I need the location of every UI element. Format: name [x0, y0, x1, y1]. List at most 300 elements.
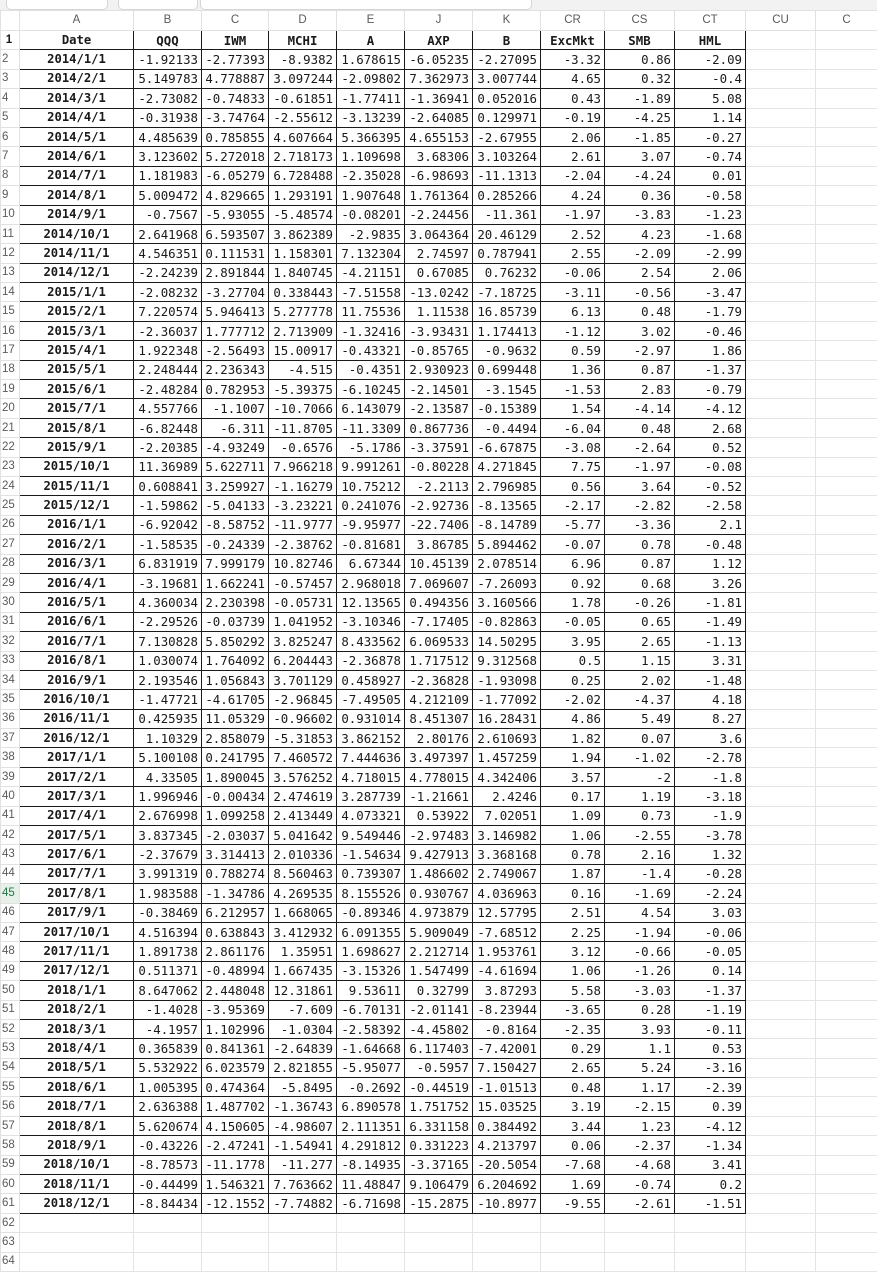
- empty-cell[interactable]: [541, 1252, 605, 1271]
- value-cell[interactable]: 1.174413: [473, 321, 541, 340]
- value-cell[interactable]: 2.74597: [405, 244, 473, 263]
- value-cell[interactable]: 2.193546: [134, 670, 202, 689]
- empty-cell[interactable]: [816, 31, 877, 50]
- date-cell[interactable]: 2016/2/1: [20, 535, 134, 554]
- value-cell[interactable]: -1.69: [605, 884, 675, 903]
- value-cell[interactable]: 5.08: [675, 89, 746, 108]
- empty-cell[interactable]: [746, 806, 816, 825]
- date-cell[interactable]: 2015/1/1: [20, 283, 134, 302]
- value-cell[interactable]: -1.47721: [134, 690, 202, 709]
- row-number[interactable]: 8: [1, 166, 20, 185]
- value-cell[interactable]: 7.763662: [269, 1175, 337, 1194]
- value-cell[interactable]: 0.43: [541, 89, 605, 108]
- value-cell[interactable]: 3.412932: [269, 922, 337, 941]
- value-cell[interactable]: -1.16279: [269, 476, 337, 495]
- value-cell[interactable]: -0.82863: [473, 612, 541, 631]
- empty-cell[interactable]: [746, 1097, 816, 1116]
- value-cell[interactable]: 1.54: [541, 399, 605, 418]
- value-cell[interactable]: -6.05235: [405, 50, 473, 69]
- value-cell[interactable]: -0.11: [675, 1019, 746, 1038]
- value-cell[interactable]: -1.89: [605, 89, 675, 108]
- row-number[interactable]: 25: [1, 496, 20, 515]
- row-number[interactable]: 15: [1, 302, 20, 321]
- empty-cell[interactable]: [816, 961, 877, 980]
- value-cell[interactable]: 0.511371: [134, 961, 202, 980]
- row-number[interactable]: 61: [1, 1194, 20, 1213]
- value-cell[interactable]: -12.1552: [202, 1194, 269, 1213]
- date-cell[interactable]: 2014/1/1: [20, 50, 134, 69]
- value-cell[interactable]: 4.24: [541, 186, 605, 205]
- value-cell[interactable]: 0.930767: [405, 884, 473, 903]
- value-cell[interactable]: 2.636388: [134, 1097, 202, 1116]
- value-cell[interactable]: 1.09: [541, 806, 605, 825]
- value-cell[interactable]: 4.65: [541, 69, 605, 88]
- value-cell[interactable]: 2.821855: [269, 1058, 337, 1077]
- empty-cell[interactable]: [746, 1194, 816, 1213]
- value-cell[interactable]: -2.01141: [405, 1000, 473, 1019]
- value-cell[interactable]: -0.74833: [202, 89, 269, 108]
- value-cell[interactable]: -0.05731: [269, 593, 337, 612]
- value-cell[interactable]: 0.53: [675, 1039, 746, 1058]
- empty-cell[interactable]: [816, 922, 877, 941]
- value-cell[interactable]: -1.49: [675, 612, 746, 631]
- column-header-a[interactable]: A: [20, 11, 134, 31]
- value-cell[interactable]: 2.06: [675, 263, 746, 282]
- value-cell[interactable]: 7.966218: [269, 457, 337, 476]
- value-cell[interactable]: -1.53: [541, 380, 605, 399]
- value-cell[interactable]: 7.220574: [134, 302, 202, 321]
- date-cell[interactable]: 2015/5/1: [20, 360, 134, 379]
- value-cell[interactable]: 3.146982: [473, 826, 541, 845]
- value-cell[interactable]: 2.68: [675, 418, 746, 437]
- value-cell[interactable]: 11.75536: [337, 302, 405, 321]
- empty-cell[interactable]: [816, 69, 877, 88]
- value-cell[interactable]: 7.132304: [337, 244, 405, 263]
- empty-cell[interactable]: [816, 1116, 877, 1135]
- value-cell[interactable]: 9.53611: [337, 981, 405, 1000]
- value-cell[interactable]: 0.87: [605, 360, 675, 379]
- date-cell[interactable]: 2017/2/1: [20, 767, 134, 786]
- empty-cell[interactable]: [816, 89, 877, 108]
- value-cell[interactable]: -7.17405: [405, 612, 473, 631]
- empty-cell[interactable]: [202, 1213, 269, 1232]
- value-cell[interactable]: 15.00917: [269, 341, 337, 360]
- value-cell[interactable]: -2.04: [541, 166, 605, 185]
- empty-cell[interactable]: [816, 864, 877, 883]
- value-cell[interactable]: 0.052016: [473, 89, 541, 108]
- value-cell[interactable]: -2.67955: [473, 127, 541, 146]
- value-cell[interactable]: 3.064364: [405, 224, 473, 243]
- value-cell[interactable]: 1.667435: [269, 961, 337, 980]
- empty-cell[interactable]: [746, 457, 816, 476]
- empty-cell[interactable]: [269, 1233, 337, 1252]
- row-number[interactable]: 5: [1, 108, 20, 127]
- empty-cell[interactable]: [605, 1233, 675, 1252]
- value-cell[interactable]: -0.43226: [134, 1136, 202, 1155]
- value-cell[interactable]: 1.751752: [405, 1097, 473, 1116]
- value-cell[interactable]: 1.922348: [134, 341, 202, 360]
- value-cell[interactable]: -4.21151: [337, 263, 405, 282]
- value-cell[interactable]: 4.557766: [134, 399, 202, 418]
- row-number[interactable]: 51: [1, 1000, 20, 1019]
- value-cell[interactable]: 4.360034: [134, 593, 202, 612]
- value-cell[interactable]: -2.47241: [202, 1136, 269, 1155]
- value-cell[interactable]: 1.457259: [473, 748, 541, 767]
- empty-cell[interactable]: [816, 127, 877, 146]
- empty-cell[interactable]: [816, 806, 877, 825]
- value-cell[interactable]: 5.850292: [202, 632, 269, 651]
- value-cell[interactable]: -7.51558: [337, 283, 405, 302]
- empty-cell[interactable]: [816, 166, 877, 185]
- value-cell[interactable]: -0.24339: [202, 535, 269, 554]
- empty-cell[interactable]: [337, 1252, 405, 1271]
- value-cell[interactable]: -0.74: [675, 147, 746, 166]
- value-cell[interactable]: 1.36: [541, 360, 605, 379]
- value-cell[interactable]: -1.64668: [337, 1039, 405, 1058]
- value-cell[interactable]: 0.16: [541, 884, 605, 903]
- value-cell[interactable]: 2.51: [541, 903, 605, 922]
- empty-cell[interactable]: [746, 341, 816, 360]
- value-cell[interactable]: 4.718015: [337, 767, 405, 786]
- empty-cell[interactable]: [746, 147, 816, 166]
- empty-cell[interactable]: [816, 108, 877, 127]
- value-cell[interactable]: 2.861176: [202, 942, 269, 961]
- value-cell[interactable]: -7.74882: [269, 1194, 337, 1213]
- row-number[interactable]: 50: [1, 981, 20, 1000]
- value-cell[interactable]: 1.23: [605, 1116, 675, 1135]
- empty-cell[interactable]: [269, 1252, 337, 1271]
- value-cell[interactable]: -1.94: [605, 922, 675, 941]
- empty-cell[interactable]: [816, 942, 877, 961]
- empty-cell[interactable]: [746, 903, 816, 922]
- value-cell[interactable]: -2.13587: [405, 399, 473, 418]
- toolbar-tab[interactable]: [118, 0, 198, 10]
- value-cell[interactable]: 1.10329: [134, 729, 202, 748]
- empty-cell[interactable]: [816, 690, 877, 709]
- value-cell[interactable]: -3.78: [675, 826, 746, 845]
- value-cell[interactable]: -0.19: [541, 108, 605, 127]
- empty-cell[interactable]: [816, 496, 877, 515]
- value-cell[interactable]: 6.67344: [337, 554, 405, 573]
- value-cell[interactable]: -0.8164: [473, 1019, 541, 1038]
- date-cell[interactable]: 2017/4/1: [20, 806, 134, 825]
- value-cell[interactable]: 1.11538: [405, 302, 473, 321]
- value-cell[interactable]: 0.73: [605, 806, 675, 825]
- empty-cell[interactable]: [746, 961, 816, 980]
- value-cell[interactable]: 6.331158: [405, 1116, 473, 1135]
- value-cell[interactable]: 9.106479: [405, 1175, 473, 1194]
- value-cell[interactable]: -1.59862: [134, 496, 202, 515]
- value-cell[interactable]: -4.12: [675, 1116, 746, 1135]
- value-cell[interactable]: 4.655153: [405, 127, 473, 146]
- date-cell[interactable]: 2015/6/1: [20, 380, 134, 399]
- value-cell[interactable]: -6.82448: [134, 418, 202, 437]
- value-cell[interactable]: -6.92042: [134, 515, 202, 534]
- date-cell[interactable]: 2017/8/1: [20, 884, 134, 903]
- value-cell[interactable]: -8.58752: [202, 515, 269, 534]
- row-number[interactable]: 2: [1, 50, 20, 69]
- value-cell[interactable]: 0.53922: [405, 806, 473, 825]
- empty-cell[interactable]: [816, 1039, 877, 1058]
- value-cell[interactable]: -0.06: [541, 263, 605, 282]
- empty-cell[interactable]: [816, 1252, 877, 1271]
- value-cell[interactable]: 1.099258: [202, 806, 269, 825]
- value-cell[interactable]: -2.38762: [269, 535, 337, 554]
- value-cell[interactable]: 6.728488: [269, 166, 337, 185]
- value-cell[interactable]: -1.97: [541, 205, 605, 224]
- value-cell[interactable]: -6.70131: [337, 1000, 405, 1019]
- row-number[interactable]: 29: [1, 573, 20, 592]
- column-header-cu[interactable]: CU: [746, 11, 816, 31]
- value-cell[interactable]: 5.366395: [337, 127, 405, 146]
- value-cell[interactable]: 2.61: [541, 147, 605, 166]
- value-cell[interactable]: -2.36878: [337, 651, 405, 670]
- value-cell[interactable]: 12.13565: [337, 593, 405, 612]
- value-cell[interactable]: -3.15326: [337, 961, 405, 980]
- value-cell[interactable]: 12.57795: [473, 903, 541, 922]
- value-cell[interactable]: 2.111351: [337, 1116, 405, 1135]
- value-cell[interactable]: -5.1786: [337, 438, 405, 457]
- value-cell[interactable]: 1.717512: [405, 651, 473, 670]
- value-cell[interactable]: 10.82746: [269, 554, 337, 573]
- value-cell[interactable]: -1.54941: [269, 1136, 337, 1155]
- value-cell[interactable]: 0.14: [675, 961, 746, 980]
- column-header-ct[interactable]: CT: [675, 11, 746, 31]
- value-cell[interactable]: -0.85765: [405, 341, 473, 360]
- date-cell[interactable]: 2018/6/1: [20, 1078, 134, 1097]
- value-cell[interactable]: 4.269535: [269, 884, 337, 903]
- value-cell[interactable]: HML: [675, 31, 746, 50]
- empty-cell[interactable]: [816, 1058, 877, 1077]
- value-cell[interactable]: -8.13565: [473, 496, 541, 515]
- date-cell[interactable]: 2016/11/1: [20, 709, 134, 728]
- column-header-c[interactable]: C: [816, 11, 877, 31]
- value-cell[interactable]: 0.129971: [473, 108, 541, 127]
- value-cell[interactable]: -0.4351: [337, 360, 405, 379]
- value-cell[interactable]: 0.67085: [405, 263, 473, 282]
- date-cell[interactable]: 2016/10/1: [20, 690, 134, 709]
- empty-cell[interactable]: [816, 1213, 877, 1232]
- value-cell[interactable]: -5.48574: [269, 205, 337, 224]
- value-cell[interactable]: 6.212957: [202, 903, 269, 922]
- empty-cell[interactable]: [746, 535, 816, 554]
- value-cell[interactable]: -2.97483: [405, 826, 473, 845]
- empty-cell[interactable]: [816, 826, 877, 845]
- empty-cell[interactable]: [816, 360, 877, 379]
- value-cell[interactable]: 1.777712: [202, 321, 269, 340]
- row-number[interactable]: 44: [1, 864, 20, 883]
- value-cell[interactable]: 5.620674: [134, 1116, 202, 1135]
- value-cell[interactable]: 4.342406: [473, 767, 541, 786]
- value-cell[interactable]: 6.890578: [337, 1097, 405, 1116]
- value-cell[interactable]: 0.241076: [337, 496, 405, 515]
- value-cell[interactable]: 1.06: [541, 826, 605, 845]
- empty-cell[interactable]: [269, 1213, 337, 1232]
- value-cell[interactable]: 3.26: [675, 573, 746, 592]
- empty-cell[interactable]: [816, 380, 877, 399]
- empty-cell[interactable]: [202, 1252, 269, 1271]
- empty-cell[interactable]: [405, 1213, 473, 1232]
- value-cell[interactable]: 1.005395: [134, 1078, 202, 1097]
- value-cell[interactable]: -2.37679: [134, 845, 202, 864]
- value-cell[interactable]: -0.00434: [202, 787, 269, 806]
- row-number[interactable]: 38: [1, 748, 20, 767]
- value-cell[interactable]: -0.08201: [337, 205, 405, 224]
- empty-cell[interactable]: [405, 1252, 473, 1271]
- value-cell[interactable]: 4.607664: [269, 127, 337, 146]
- value-cell[interactable]: 0.787941: [473, 244, 541, 263]
- empty-cell[interactable]: [746, 729, 816, 748]
- row-number[interactable]: 10: [1, 205, 20, 224]
- value-cell[interactable]: 0.638843: [202, 922, 269, 941]
- value-cell[interactable]: -3.65: [541, 1000, 605, 1019]
- value-cell[interactable]: 0.494356: [405, 593, 473, 612]
- date-cell[interactable]: 2016/3/1: [20, 554, 134, 573]
- value-cell[interactable]: -3.47: [675, 283, 746, 302]
- value-cell[interactable]: 0.59: [541, 341, 605, 360]
- value-cell[interactable]: 15.03525: [473, 1097, 541, 1116]
- date-cell[interactable]: 2017/10/1: [20, 922, 134, 941]
- value-cell[interactable]: -2.27095: [473, 50, 541, 69]
- date-cell[interactable]: 2017/6/1: [20, 845, 134, 864]
- row-number[interactable]: 62: [1, 1213, 20, 1232]
- value-cell[interactable]: -2.09802: [337, 69, 405, 88]
- value-cell[interactable]: -0.03739: [202, 612, 269, 631]
- empty-cell[interactable]: [675, 1213, 746, 1232]
- value-cell[interactable]: 3.287739: [337, 787, 405, 806]
- value-cell[interactable]: -2.96845: [269, 690, 337, 709]
- value-cell[interactable]: -5.93055: [202, 205, 269, 224]
- value-cell[interactable]: -2.39: [675, 1078, 746, 1097]
- value-cell[interactable]: -7.68512: [473, 922, 541, 941]
- formula-bar[interactable]: [200, 0, 532, 10]
- value-cell[interactable]: -6.04: [541, 418, 605, 437]
- value-cell[interactable]: 2.16: [605, 845, 675, 864]
- value-cell[interactable]: 4.778887: [202, 69, 269, 88]
- value-cell[interactable]: -15.2875: [405, 1194, 473, 1213]
- value-cell[interactable]: 6.13: [541, 302, 605, 321]
- value-cell[interactable]: -5.31853: [269, 729, 337, 748]
- value-cell[interactable]: -4.93249: [202, 438, 269, 457]
- value-cell[interactable]: 1.056843: [202, 670, 269, 689]
- value-cell[interactable]: -2.35028: [337, 166, 405, 185]
- value-cell[interactable]: -0.66: [605, 942, 675, 961]
- value-cell[interactable]: -1.4: [605, 864, 675, 883]
- empty-cell[interactable]: [746, 767, 816, 786]
- row-number[interactable]: 40: [1, 787, 20, 806]
- value-cell[interactable]: 3.259927: [202, 476, 269, 495]
- value-cell[interactable]: -3.95369: [202, 1000, 269, 1019]
- empty-cell[interactable]: [816, 1194, 877, 1213]
- row-number[interactable]: 28: [1, 554, 20, 573]
- value-cell[interactable]: -2.97: [605, 341, 675, 360]
- empty-cell[interactable]: [816, 535, 877, 554]
- empty-cell[interactable]: [746, 593, 816, 612]
- empty-cell[interactable]: [816, 186, 877, 205]
- value-cell[interactable]: 0.931014: [337, 709, 405, 728]
- empty-cell[interactable]: [20, 1213, 134, 1232]
- row-number[interactable]: 36: [1, 709, 20, 728]
- empty-cell[interactable]: [746, 205, 816, 224]
- value-cell[interactable]: 0.01: [675, 166, 746, 185]
- empty-cell[interactable]: [605, 1213, 675, 1232]
- value-cell[interactable]: 7.460572: [269, 748, 337, 767]
- value-cell[interactable]: 1.32: [675, 845, 746, 864]
- value-cell[interactable]: 1.181983: [134, 166, 202, 185]
- row-number[interactable]: 3: [1, 69, 20, 88]
- value-cell[interactable]: -0.46: [675, 321, 746, 340]
- value-cell[interactable]: 1.840745: [269, 263, 337, 282]
- empty-cell[interactable]: [816, 418, 877, 437]
- row-number[interactable]: 34: [1, 670, 20, 689]
- empty-cell[interactable]: [816, 224, 877, 243]
- column-header-c[interactable]: C: [202, 11, 269, 31]
- value-cell[interactable]: -3.10346: [337, 612, 405, 631]
- value-cell[interactable]: -0.9632: [473, 341, 541, 360]
- value-cell[interactable]: 2.078514: [473, 554, 541, 573]
- date-cell[interactable]: 2018/7/1: [20, 1097, 134, 1116]
- value-cell[interactable]: 8.647062: [134, 981, 202, 1000]
- row-number[interactable]: 52: [1, 1019, 20, 1038]
- empty-cell[interactable]: [746, 1039, 816, 1058]
- value-cell[interactable]: 4.829665: [202, 186, 269, 205]
- value-cell[interactable]: 7.150427: [473, 1058, 541, 1077]
- value-cell[interactable]: 6.204692: [473, 1175, 541, 1194]
- value-cell[interactable]: -4.37: [605, 690, 675, 709]
- value-cell[interactable]: 2.52: [541, 224, 605, 243]
- empty-cell[interactable]: [816, 981, 877, 1000]
- value-cell[interactable]: 2.4246: [473, 787, 541, 806]
- value-cell[interactable]: 20.46129: [473, 224, 541, 243]
- date-cell[interactable]: 2016/9/1: [20, 670, 134, 689]
- empty-cell[interactable]: [816, 554, 877, 573]
- value-cell[interactable]: -0.96602: [269, 709, 337, 728]
- row-number[interactable]: 32: [1, 632, 20, 651]
- value-cell[interactable]: 7.130828: [134, 632, 202, 651]
- value-cell[interactable]: 1.158301: [269, 244, 337, 263]
- value-cell[interactable]: -5.77: [541, 515, 605, 534]
- value-cell[interactable]: -4.515: [269, 360, 337, 379]
- value-cell[interactable]: 7.444636: [337, 748, 405, 767]
- value-cell[interactable]: -2.24456: [405, 205, 473, 224]
- value-cell[interactable]: -0.52: [675, 476, 746, 495]
- value-cell[interactable]: 0.331223: [405, 1136, 473, 1155]
- value-cell[interactable]: 6.831919: [134, 554, 202, 573]
- date-cell[interactable]: 2018/4/1: [20, 1039, 134, 1058]
- value-cell[interactable]: -1.02: [605, 748, 675, 767]
- empty-cell[interactable]: [746, 69, 816, 88]
- value-cell[interactable]: 0.785855: [202, 127, 269, 146]
- value-cell[interactable]: -8.78573: [134, 1155, 202, 1174]
- row-number[interactable]: 45: [1, 884, 20, 903]
- value-cell[interactable]: -1.37: [675, 981, 746, 1000]
- value-cell[interactable]: 6.117403: [405, 1039, 473, 1058]
- date-cell[interactable]: 2014/9/1: [20, 205, 134, 224]
- value-cell[interactable]: 3.19: [541, 1097, 605, 1116]
- value-cell[interactable]: 0.87: [605, 554, 675, 573]
- value-cell[interactable]: -2.17: [541, 496, 605, 515]
- value-cell[interactable]: 0.841361: [202, 1039, 269, 1058]
- value-cell[interactable]: -2.14501: [405, 380, 473, 399]
- empty-cell[interactable]: [746, 321, 816, 340]
- value-cell[interactable]: -8.14789: [473, 515, 541, 534]
- date-cell[interactable]: 2014/8/1: [20, 186, 134, 205]
- value-cell[interactable]: -6.05279: [202, 166, 269, 185]
- value-cell[interactable]: -7.42001: [473, 1039, 541, 1058]
- empty-cell[interactable]: [746, 787, 816, 806]
- row-number[interactable]: 26: [1, 515, 20, 534]
- empty-cell[interactable]: [746, 166, 816, 185]
